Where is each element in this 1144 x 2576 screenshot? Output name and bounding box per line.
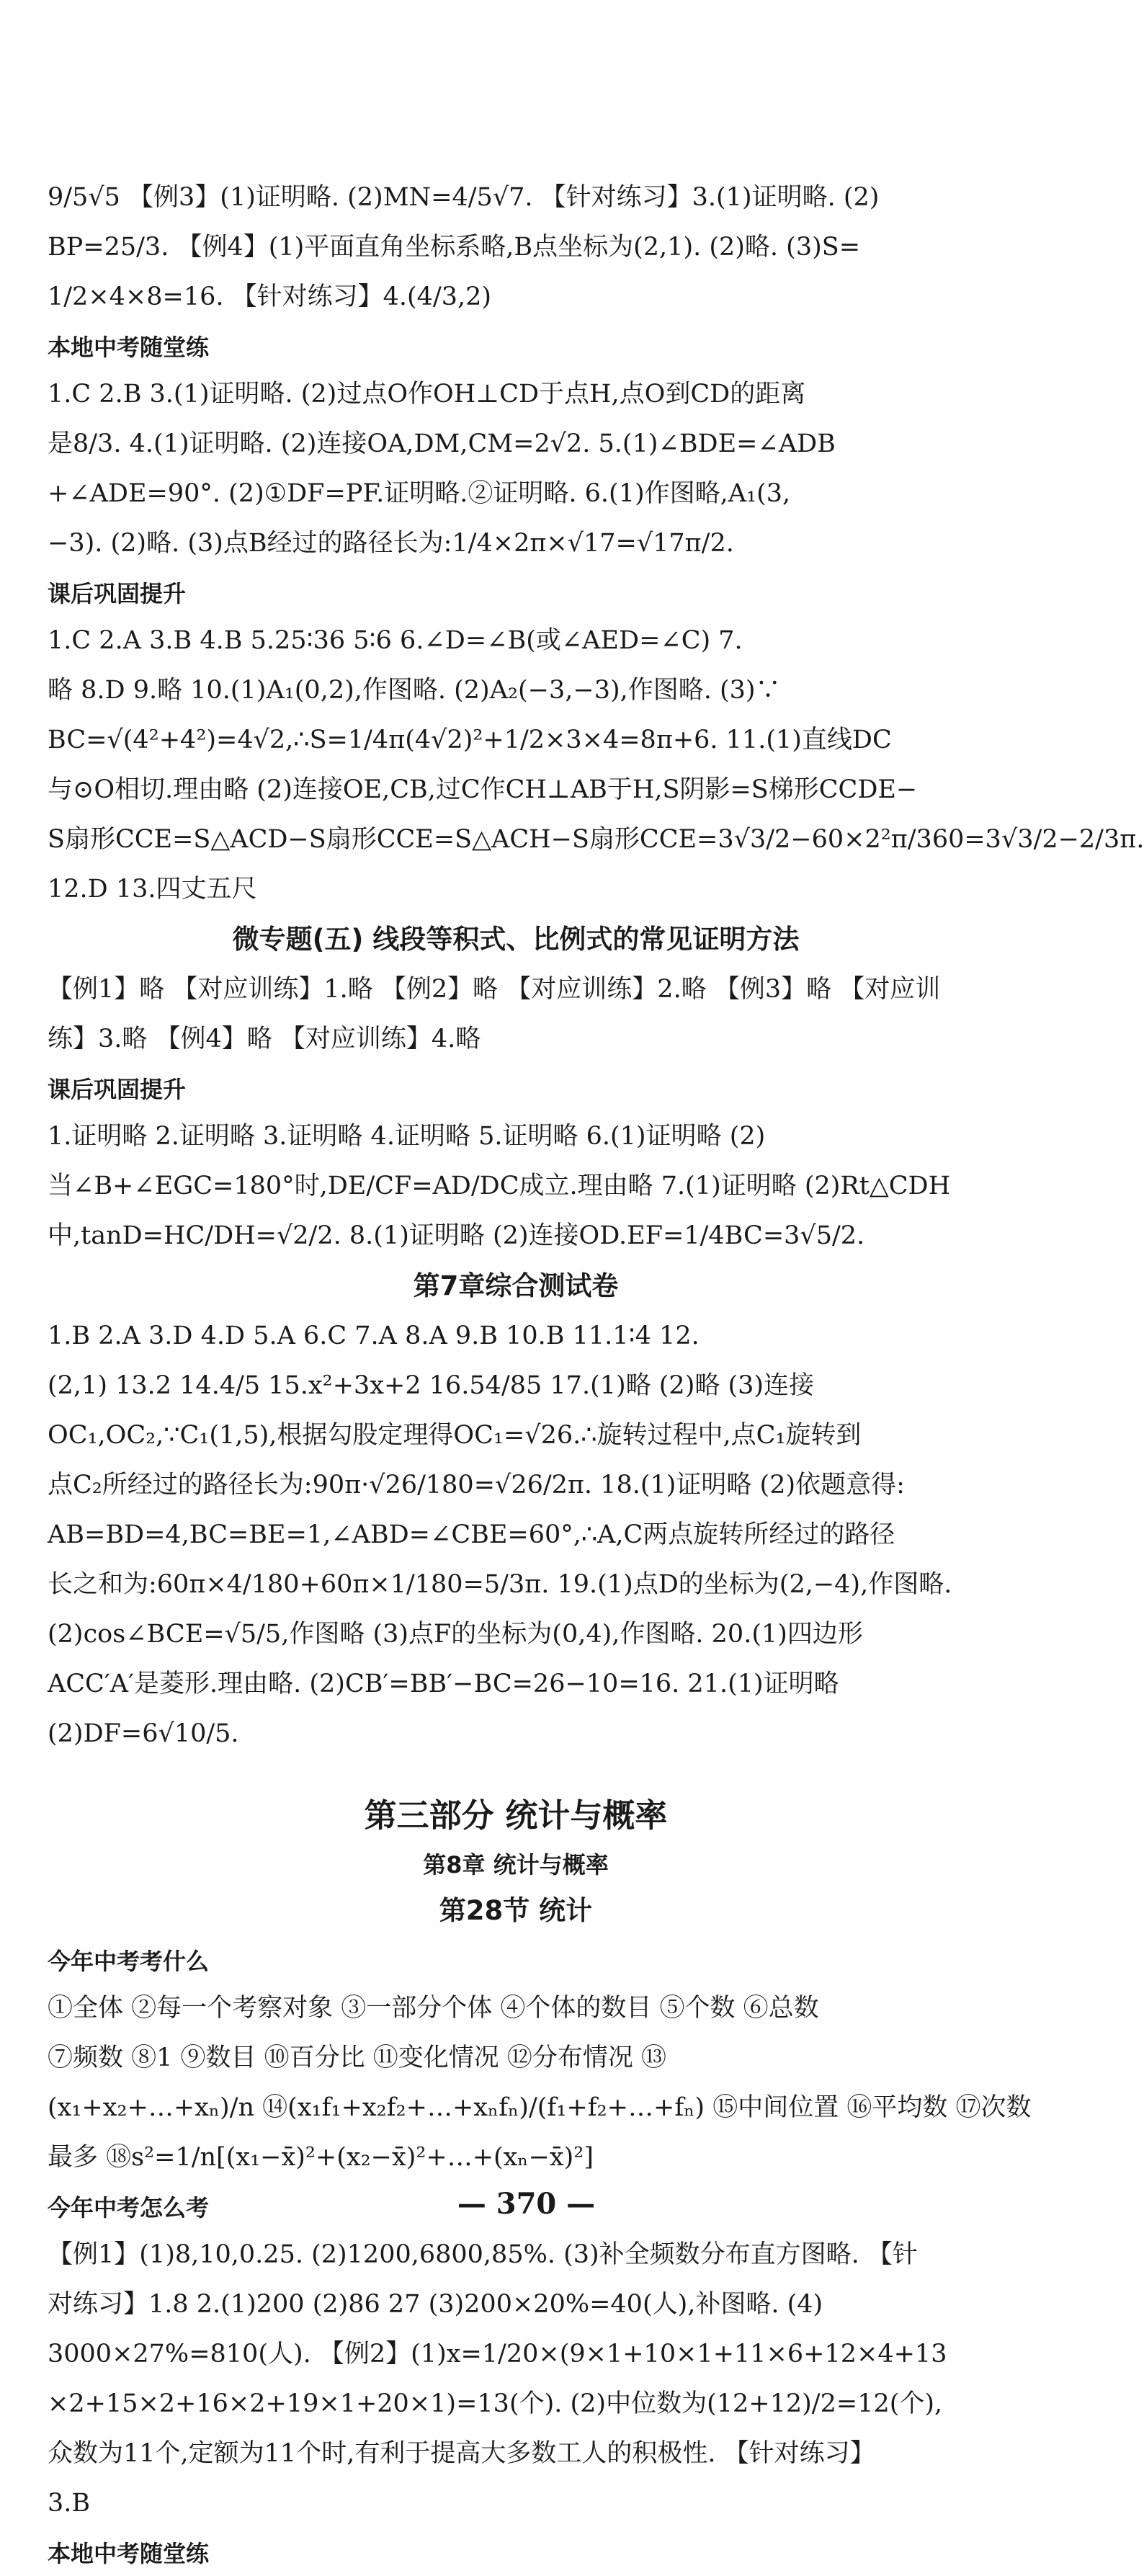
test-title: 第7章综合测试卷 [413,1270,619,1301]
section-heading: 课后巩固提升 [48,580,187,607]
part-title: 第三部分 统计与概率 [364,1796,668,1835]
section-heading: 今年中考考什么 [48,1948,210,1975]
page-number: — 370 — [457,2187,596,2221]
text-line: S扇形CCE=S△ACD−S扇形CCE=S△ACH−S扇形CCE=3√3/2−60×2²π/360=3√3/2−2/3π. [48,825,1144,854]
text-line: 点C₂所经过的路径长为:90π·√26/180=√26/2π. 18.(1)证明略 (2)依题意得: [48,1471,905,1499]
text-line: (x₁+x₂+…+xₙ)/n ⑭(x₁f₁+x₂f₂+…+xₙfₙ)/(f₁+f₂+…+fₙ) ⑮中间位置 ⑯平均数 ⑰次数 [48,2093,1032,2122]
text-line: ACC′A′是菱形.理由略. (2)CB′=BB′−BC=26−10=16. 21.(1)证明略 [48,1670,839,1698]
text-line: 1.B 2.A 3.D 4.D 5.A 6.C 7.A 8.A 9.B 10.B 11.1∶4 12. [48,1322,700,1350]
topic-title: 微专题(五) 线段等积式、比例式的常见证明方法 [232,924,800,955]
text-line: 1.C 2.A 3.B 4.B 5.25∶36 5∶6 6.∠D=∠B(或∠AED=∠C) 7. [48,626,743,655]
text-line: ×2+15×2+16×2+19×1+20×1)=13(个). (2)中位数为(12+12)/2=12(个), [48,2389,943,2418]
text-line: 9/5√5 【例3】(1)证明略. (2)MN=4/5√7. 【针对练习】3.(1)证明略. (2) [48,183,880,212]
text-line: 对练习】1.8 2.(1)200 (2)86 27 (3)200×20%=40(人),补图略. (4) [48,2290,823,2319]
text-line: 1/2×4×8=16. 【针对练习】4.(4/3,2) [48,282,492,311]
text-line: 12.D 13.四丈五尺 [48,875,257,904]
section-heading: 本地中考随堂练 [48,2540,210,2567]
section-heading: 本地中考随堂练 [48,334,210,361]
text-line: 略 8.D 9.略 10.(1)A₁(0,2),作图略. (2)A₂(−3,−3),作图略. (3)∵ [48,676,781,705]
text-line: −3). (2)略. (3)点B经过的路径长为:1/4×2π×√17=√17π/2. [48,529,734,558]
text-line: (2,1) 13.2 14.4/5 15.x²+3x+2 16.54/85 17.(1)略 (2)略 (3)连接 [48,1371,815,1400]
text-line: 1.C 2.B 3.(1)证明略. (2)过点O作OH⊥CD于点H,点O到CD的距离 [48,380,806,409]
text-line: OC₁,OC₂,∵C₁(1,5),根据勾股定理得OC₁=√26.∴旋转过程中,点C₁旋转到 [48,1421,862,1450]
text-line: 【例1】(1)8,10,0.25. (2)1200,6800,85%. (3)补全频数分布直方图略. 【针 [48,2240,918,2269]
text-line: AB=BD=4,BC=BE=1,∠ABD=∠CBE=60°,∴A,C两点旋转所经过的路径 [48,1520,895,1549]
text-line: +∠ADE=90°. (2)①DF=PF.证明略.②证明略. 6.(1)作图略,A₁(3, [48,479,791,508]
section-title: 第28节 统计 [439,1895,593,1926]
text-line: 3.B [48,2489,91,2518]
text-line: 长之和为:60π×4/180+60π×1/180=5/3π. 19.(1)点D的坐标为(2,−4),作图略. [48,1570,952,1599]
text-line: 练】3.略 【例4】略 【对应训练】4.略 [48,1025,481,1053]
chapter-title: 第8章 统计与概率 [423,1851,609,1878]
text-line: BP=25/3. 【例4】(1)平面直角坐标系略,B点坐标为(2,1). (2)略. (3)S= [48,233,861,262]
text-line: 当∠B+∠EGC=180°时,DE/CF=AD/DC成立.理由略 7.(1)证明略 (2)Rt△CDH [48,1172,951,1200]
text-line: 1.证明略 2.证明略 3.证明略 4.证明略 5.证明略 6.(1)证明略 (2) [48,1122,766,1151]
text-line: 【例1】略 【对应训练】1.略 【例2】略 【对应训练】2.略 【例3】略 【对应训 [48,975,941,1004]
text-line: ⑦频数 ⑧1 ⑨数目 ⑩百分比 ⑪变化情况 ⑫分布情况 ⑬ [48,2044,667,2072]
section-heading: 课后巩固提升 [48,1076,187,1103]
text-line: 众数为11个,定额为11个时,有利于提高大多数工人的积极性. 【针对练习】 [48,2439,875,2468]
text-line: (2)cos∠BCE=√5/5,作图略 (3)点F的坐标为(0,4),作图略. 20.(1)四边形 [48,1620,863,1649]
text-line: (2)DF=6√10/5. [48,1719,239,1748]
text-line: BC=√(4²+4²)=4√2,∴S=1/4π(4√2)²+1/2×3×4=8π+6. 11.(1)直线DC [48,726,892,754]
section-heading: 今年中考怎么考 [48,2194,210,2221]
text-line: 与⊙O相切.理由略 (2)连接OE,CB,过C作CH⊥AB于H,S阴影=S梯形CCDE− [48,775,918,804]
text-line: 中,tanD=HC/DH=√2/2. 8.(1)证明略 (2)连接OD.EF=1/4BC=3√5/2. [48,1221,865,1250]
text-line: 是8/3. 4.(1)证明略. (2)连接OA,DM,CM=2√2. 5.(1)∠BDE=∠ADB [48,429,836,458]
text-line: ①全体 ②每一个考察对象 ③一部分个体 ④个体的数目 ⑤个数 ⑥总数 [48,1994,819,2023]
text-line: 3000×27%=810(人). 【例2】(1)x=1/20×(9×1+10×1+11×6+12×4+13 [48,2340,947,2368]
text-line: 最多 ⑱s²=1/n[(x₁−x̄)²+(x₂−x̄)²+…+(xₙ−x̄)²] [48,2143,594,2172]
